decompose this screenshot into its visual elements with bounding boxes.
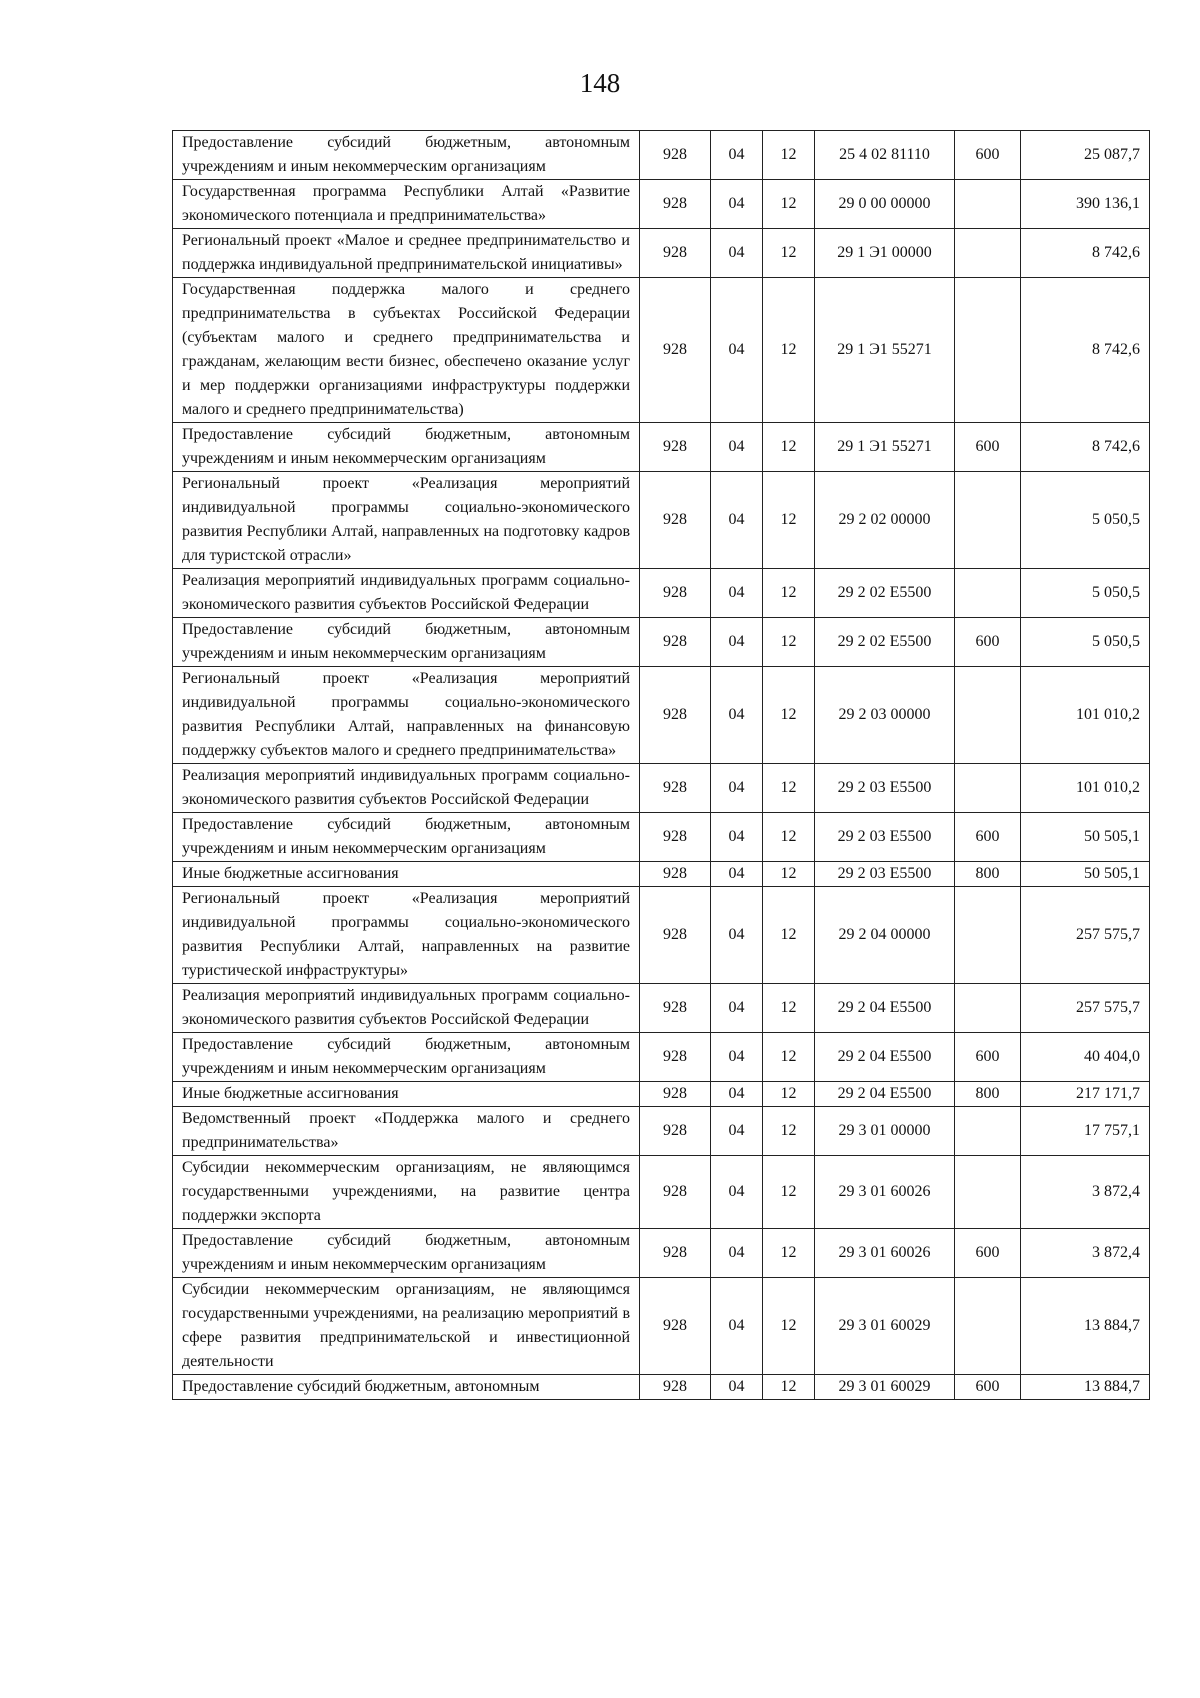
department-code-cell: 928: [640, 1375, 711, 1400]
table-row: [173, 862, 1150, 887]
amount-cell: 17 757,1: [1021, 1107, 1150, 1156]
target-article-cell: 29 2 03 Е5500: [815, 862, 955, 887]
row-name-cell: Предоставление субсидий бюджетным, автономным учреждениям и иным некоммерческим организациям: [173, 813, 640, 862]
department-code-cell: 928: [640, 569, 711, 618]
section-code-cell: 04: [711, 667, 763, 764]
table-row: [173, 887, 1150, 984]
row-name-cell: Иные бюджетные ассигнования: [173, 862, 640, 887]
amount-cell: 50 505,1: [1021, 862, 1150, 887]
row-name-cell: Реализация мероприятий индивидуальных программ социально-экономического развития субъектов Российской Федерации: [173, 569, 640, 618]
department-code-cell: 928: [640, 1082, 711, 1107]
table-row: [173, 1229, 1150, 1278]
subsection-code-cell: 12: [763, 1375, 815, 1400]
row-name-cell: Региональный проект «Реализация мероприятий индивидуальной программы социально-экономического развития Республики Алтай, направленных на финансовую поддержку субъектов малого и среднего предпринимательства»: [173, 667, 640, 764]
row-name-cell: Государственная программа Республики Алтай «Развитие экономического потенциала и предпринимательства»: [173, 180, 640, 229]
expense-type-cell: [955, 1156, 1021, 1229]
table-row: [173, 618, 1150, 667]
row-name-cell: Реализация мероприятий индивидуальных программ социально-экономического развития субъектов Российской Федерации: [173, 764, 640, 813]
section-code-cell: 04: [711, 1229, 763, 1278]
row-name-cell: Ведомственный проект «Поддержка малого и среднего предпринимательства»: [173, 1107, 640, 1156]
department-code-cell: 928: [640, 423, 711, 472]
section-code-cell: 04: [711, 984, 763, 1033]
department-code-cell: 928: [640, 472, 711, 569]
amount-cell: 13 884,7: [1021, 1375, 1150, 1400]
row-name-cell: Предоставление субсидий бюджетным, автономным: [173, 1375, 640, 1400]
expense-type-cell: [955, 984, 1021, 1033]
target-article-cell: 29 1 Э1 55271: [815, 423, 955, 472]
expense-type-cell: [955, 229, 1021, 278]
amount-cell: 13 884,7: [1021, 1278, 1150, 1375]
table-row: [173, 131, 1150, 180]
department-code-cell: 928: [640, 764, 711, 813]
section-code-cell: 04: [711, 423, 763, 472]
expense-type-cell: 600: [955, 813, 1021, 862]
table-row: [173, 1082, 1150, 1107]
subsection-code-cell: 12: [763, 764, 815, 813]
target-article-cell: 29 0 00 00000: [815, 180, 955, 229]
section-code-cell: 04: [711, 278, 763, 423]
expense-type-cell: 600: [955, 423, 1021, 472]
department-code-cell: 928: [640, 1278, 711, 1375]
amount-cell: 25 087,7: [1021, 131, 1150, 180]
subsection-code-cell: 12: [763, 569, 815, 618]
section-code-cell: 04: [711, 813, 763, 862]
row-name-cell: Субсидии некоммерческим организациям, не являющимся государственными учреждениями, на реализацию мероприятий в сфере развития предпринимательской и инвестиционной деятельности: [173, 1278, 640, 1375]
subsection-code-cell: 12: [763, 131, 815, 180]
expense-type-cell: 600: [955, 1033, 1021, 1082]
row-name-cell: Государственная поддержка малого и среднего предпринимательства в субъектах Российской Федерации (субъектам малого и среднего предпринимательства и гражданам, желающим вести бизнес, обеспечено оказание услуг и мер поддержки организациями инфраструктуры поддержки малого и среднего предпринимательства): [173, 278, 640, 423]
target-article-cell: 29 2 04 Е5500: [815, 1033, 955, 1082]
target-article-cell: 29 2 03 Е5500: [815, 764, 955, 813]
target-article-cell: 29 2 02 Е5500: [815, 618, 955, 667]
table-row: [173, 667, 1150, 764]
expense-type-cell: 600: [955, 1375, 1021, 1400]
section-code-cell: 04: [711, 1107, 763, 1156]
expense-type-cell: [955, 278, 1021, 423]
amount-cell: 8 742,6: [1021, 229, 1150, 278]
target-article-cell: 29 2 02 Е5500: [815, 569, 955, 618]
subsection-code-cell: 12: [763, 984, 815, 1033]
amount-cell: 5 050,5: [1021, 569, 1150, 618]
subsection-code-cell: 12: [763, 618, 815, 667]
subsection-code-cell: 12: [763, 1278, 815, 1375]
expense-type-cell: [955, 180, 1021, 229]
row-name-cell: Реализация мероприятий индивидуальных программ социально-экономического развития субъектов Российской Федерации: [173, 984, 640, 1033]
section-code-cell: 04: [711, 472, 763, 569]
subsection-code-cell: 12: [763, 278, 815, 423]
target-article-cell: 25 4 02 81110: [815, 131, 955, 180]
department-code-cell: 928: [640, 180, 711, 229]
amount-cell: 8 742,6: [1021, 423, 1150, 472]
row-name-cell: Предоставление субсидий бюджетным, автономным учреждениям и иным некоммерческим организациям: [173, 618, 640, 667]
expense-type-cell: [955, 1278, 1021, 1375]
expense-type-cell: [955, 472, 1021, 569]
department-code-cell: 928: [640, 813, 711, 862]
row-name-cell: Региональный проект «Реализация мероприятий индивидуальной программы социально-экономического развития Республики Алтай, направленных на подготовку кадров для туристской отрасли»: [173, 472, 640, 569]
table-row: [173, 1033, 1150, 1082]
department-code-cell: 928: [640, 229, 711, 278]
subsection-code-cell: 12: [763, 862, 815, 887]
target-article-cell: 29 2 02 00000: [815, 472, 955, 569]
subsection-code-cell: 12: [763, 667, 815, 764]
subsection-code-cell: 12: [763, 813, 815, 862]
target-article-cell: 29 2 03 00000: [815, 667, 955, 764]
department-code-cell: 928: [640, 131, 711, 180]
table-row: [173, 569, 1150, 618]
section-code-cell: 04: [711, 180, 763, 229]
target-article-cell: 29 2 03 Е5500: [815, 813, 955, 862]
amount-cell: 50 505,1: [1021, 813, 1150, 862]
table-row: [173, 984, 1150, 1033]
subsection-code-cell: 12: [763, 423, 815, 472]
subsection-code-cell: 12: [763, 1033, 815, 1082]
expense-type-cell: 800: [955, 862, 1021, 887]
department-code-cell: 928: [640, 984, 711, 1033]
section-code-cell: 04: [711, 229, 763, 278]
target-article-cell: 29 3 01 60029: [815, 1278, 955, 1375]
amount-cell: 101 010,2: [1021, 764, 1150, 813]
department-code-cell: 928: [640, 887, 711, 984]
target-article-cell: 29 1 Э1 00000: [815, 229, 955, 278]
table-row: [173, 1278, 1150, 1375]
table-row: [173, 180, 1150, 229]
expense-type-cell: 600: [955, 131, 1021, 180]
table-row: [173, 229, 1150, 278]
subsection-code-cell: 12: [763, 180, 815, 229]
target-article-cell: 29 2 04 00000: [815, 887, 955, 984]
section-code-cell: 04: [711, 862, 763, 887]
expense-type-cell: [955, 764, 1021, 813]
amount-cell: 101 010,2: [1021, 667, 1150, 764]
amount-cell: 217 171,7: [1021, 1082, 1150, 1107]
department-code-cell: 928: [640, 278, 711, 423]
table-row: [173, 1375, 1150, 1400]
subsection-code-cell: 12: [763, 1156, 815, 1229]
expense-type-cell: 600: [955, 618, 1021, 667]
table-row: [173, 1107, 1150, 1156]
row-name-cell: Региональный проект «Реализация мероприятий индивидуальной программы социально-экономического развития Республики Алтай, направленных на развитие туристической инфраструктуры»: [173, 887, 640, 984]
table-row: [173, 423, 1150, 472]
row-name-cell: Предоставление субсидий бюджетным, автономным учреждениям и иным некоммерческим организациям: [173, 1033, 640, 1082]
department-code-cell: 928: [640, 1229, 711, 1278]
section-code-cell: 04: [711, 1278, 763, 1375]
section-code-cell: 04: [711, 569, 763, 618]
target-article-cell: 29 2 04 Е5500: [815, 1082, 955, 1107]
section-code-cell: 04: [711, 618, 763, 667]
amount-cell: 5 050,5: [1021, 618, 1150, 667]
expense-type-cell: [955, 667, 1021, 764]
section-code-cell: 04: [711, 764, 763, 813]
expense-type-cell: 800: [955, 1082, 1021, 1107]
subsection-code-cell: 12: [763, 472, 815, 569]
subsection-code-cell: 12: [763, 229, 815, 278]
row-name-cell: Предоставление субсидий бюджетным, автономным учреждениям и иным некоммерческим организациям: [173, 423, 640, 472]
section-code-cell: 04: [711, 887, 763, 984]
subsection-code-cell: 12: [763, 1229, 815, 1278]
section-code-cell: 04: [711, 131, 763, 180]
department-code-cell: 928: [640, 862, 711, 887]
expense-type-cell: [955, 569, 1021, 618]
row-name-cell: Предоставление субсидий бюджетным, автономным учреждениям и иным некоммерческим организациям: [173, 1229, 640, 1278]
section-code-cell: 04: [711, 1156, 763, 1229]
section-code-cell: 04: [711, 1082, 763, 1107]
row-name-cell: Субсидии некоммерческим организациям, не являющимся государственными учреждениями, на развитие центра поддержки экспорта: [173, 1156, 640, 1229]
subsection-code-cell: 12: [763, 1107, 815, 1156]
section-code-cell: 04: [711, 1033, 763, 1082]
budget-table: [172, 130, 1150, 1400]
table-row: [173, 278, 1150, 423]
expense-type-cell: [955, 1107, 1021, 1156]
expense-type-cell: 600: [955, 1229, 1021, 1278]
table-row: [173, 813, 1150, 862]
table-row: [173, 472, 1150, 569]
department-code-cell: 928: [640, 618, 711, 667]
subsection-code-cell: 12: [763, 1082, 815, 1107]
table-row: [173, 1156, 1150, 1229]
row-name-cell: Предоставление субсидий бюджетным, автономным учреждениям и иным некоммерческим организациям: [173, 131, 640, 180]
amount-cell: 3 872,4: [1021, 1229, 1150, 1278]
subsection-code-cell: 12: [763, 887, 815, 984]
target-article-cell: 29 2 04 Е5500: [815, 984, 955, 1033]
table-row: [173, 764, 1150, 813]
amount-cell: 3 872,4: [1021, 1156, 1150, 1229]
target-article-cell: 29 3 01 60026: [815, 1229, 955, 1278]
department-code-cell: 928: [640, 1033, 711, 1082]
amount-cell: 5 050,5: [1021, 472, 1150, 569]
section-code-cell: 04: [711, 1375, 763, 1400]
target-article-cell: 29 1 Э1 55271: [815, 278, 955, 423]
target-article-cell: 29 3 01 60026: [815, 1156, 955, 1229]
department-code-cell: 928: [640, 1156, 711, 1229]
target-article-cell: 29 3 01 60029: [815, 1375, 955, 1400]
amount-cell: 390 136,1: [1021, 180, 1150, 229]
amount-cell: 40 404,0: [1021, 1033, 1150, 1082]
amount-cell: 257 575,7: [1021, 984, 1150, 1033]
department-code-cell: 928: [640, 667, 711, 764]
expense-type-cell: [955, 887, 1021, 984]
row-name-cell: Региональный проект «Малое и среднее предпринимательство и поддержка индивидуальной предпринимательской инициативы»: [173, 229, 640, 278]
row-name-cell: Иные бюджетные ассигнования: [173, 1082, 640, 1107]
page-number: 148: [579, 68, 621, 98]
amount-cell: 257 575,7: [1021, 887, 1150, 984]
department-code-cell: 928: [640, 1107, 711, 1156]
amount-cell: 8 742,6: [1021, 278, 1150, 423]
target-article-cell: 29 3 01 00000: [815, 1107, 955, 1156]
